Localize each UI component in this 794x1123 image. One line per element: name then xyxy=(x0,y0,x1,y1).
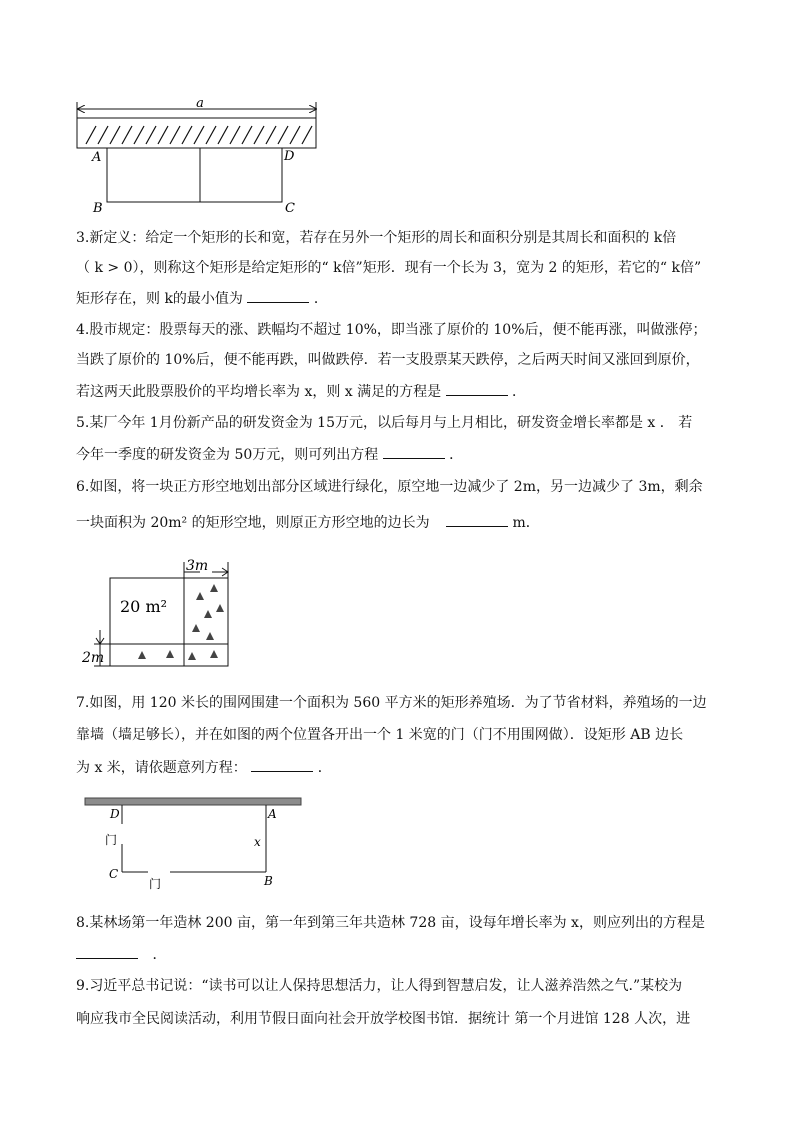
fig3-label-D: D xyxy=(110,807,120,821)
q6-line-2 xyxy=(76,512,540,533)
q3-line-3-end: ． xyxy=(313,291,328,307)
q5-line-2 xyxy=(76,444,463,465)
q7-line-1: 7.如图，用 120 米长的围网围建一个面积为 560 平方米的矩形养殖场．为了节省材料，养殖场的一边 xyxy=(76,695,707,711)
q3-line-1: 3.新定义：给定一个矩形的长和宽，若存在另外一个矩形的周长和面积分别是其周长和面积的 k倍 xyxy=(76,230,677,246)
q9-line-1: 9.习近平总书记说：“读书可以让人保持思想活力，让人得到智慧启发，让人滋养浩然之气.”某校为 xyxy=(76,978,683,994)
fig1-label-B: B xyxy=(93,201,103,216)
fig3-label-C: C xyxy=(109,867,119,881)
q4-line-3-text: 若这两天此股票股价的平均增长率为 x，则 x 满足的方程是 xyxy=(76,384,442,400)
q5-line-2-end: ． xyxy=(449,447,464,463)
q3-line-2: （ k > 0），则称这个矩形是给定矩形的“ k倍”矩形．现有一个长为 3，宽为 2 的矩形，若它的“ k倍” xyxy=(76,260,702,276)
q7-line-3 xyxy=(76,757,332,778)
fig1-label-A: A xyxy=(92,150,102,165)
q5-line-2-text: 今年一季度的研发资金为 50万元，则可列出方程 xyxy=(76,447,379,463)
figure-square-lot xyxy=(80,558,250,670)
q6-line-2-text: 一块面积为 20m² 的矩形空地，则原正方形空地的边长为 xyxy=(76,515,430,531)
q7-line-2: 靠墙（墙足够长），并在如图的两个位置各开出一个 1 米宽的门（门不用围网做）．设矩形 AB 边长 xyxy=(76,727,684,743)
fig3-label-B: B xyxy=(264,874,273,888)
fig2-label-2m: 2m xyxy=(82,650,105,666)
q8-line-2 xyxy=(76,944,166,965)
q5-answer-blank[interactable] xyxy=(383,444,445,459)
q8-line-1: 8.某林场第一年造林 200 亩，第一年到第三年共造林 728 亩，设每年增长率为 x，则应列出的方程是 xyxy=(76,915,705,931)
q7-line-3-end: ． xyxy=(317,760,332,776)
q6-line-1: 6.如图，将一块正方形空地划出部分区域进行绿化，原空地一边减少了 2m，另一边减少了 3m，剩余 xyxy=(76,479,703,495)
q4-line-3 xyxy=(76,381,526,402)
q4-answer-blank[interactable] xyxy=(446,381,508,396)
fig3-label-x: x xyxy=(254,835,261,849)
q8-answer-blank[interactable] xyxy=(76,944,138,959)
figure-fence-wall xyxy=(80,794,310,896)
q4-line-1: 4.股市规定：股票每天的涨、跌幅均不超过 10%，即当涨了原价的 10%后，便不能再涨，叫做涨停； xyxy=(76,322,707,338)
q4-line-2: 当跌了原价的 10%后，便不能再跌，叫做跌停．若一支股票某天跌停，之后两天时间又涨回到原价， xyxy=(76,352,700,368)
fig2-label-area: 20 m² xyxy=(120,597,168,616)
fig3-door-left: 门 xyxy=(105,833,118,847)
q6-line-2-end: m． xyxy=(512,515,540,531)
q8-line-2-end: ． xyxy=(152,947,167,963)
fig2-label-3m: 3m xyxy=(186,558,209,574)
figure-wall-rectangle xyxy=(70,96,330,220)
fig3-label-A: A xyxy=(268,807,277,821)
q6-answer-blank[interactable] xyxy=(446,512,508,527)
fig1-label-a: a xyxy=(196,96,204,111)
q9-line-2: 响应我市全民阅读活动，利用节假日面向社会开放学校图书馆．据统计 第一个月进馆 128 人次，进 xyxy=(76,1011,691,1027)
fig3-door-bottom: 门 xyxy=(149,877,162,891)
fig1-label-D: D xyxy=(284,149,295,164)
q5-line-1: 5.某厂今年 1月份新产品的研发资金为 15万元，以后每月与上月相比，研发资金增长率都是 x ． 若 xyxy=(76,415,693,431)
q3-line-3-text: 矩形存在，则 k的最小值为 xyxy=(76,291,243,307)
fig1-label-C: C xyxy=(285,201,295,216)
q3-answer-blank[interactable] xyxy=(247,288,309,303)
q7-line-3-text: 为 x 米，请依题意列方程： xyxy=(76,760,247,776)
q4-line-3-end: ． xyxy=(512,384,527,400)
q3-line-3 xyxy=(76,288,328,309)
q7-answer-blank[interactable] xyxy=(251,757,313,772)
